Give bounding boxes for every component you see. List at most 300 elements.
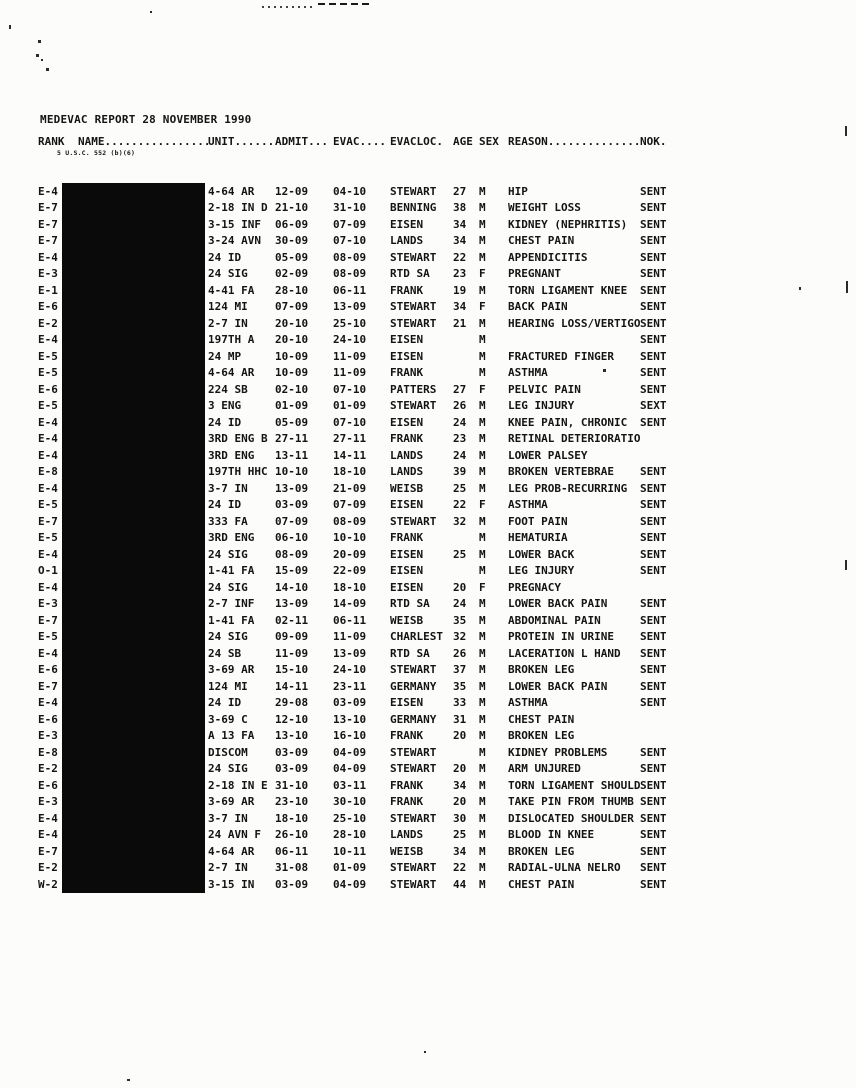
redacted-name-cell bbox=[62, 480, 208, 497]
cell-nok: SENT bbox=[640, 778, 667, 792]
cell-evacloc: GERMANY bbox=[390, 712, 437, 726]
cell-unit: 24 SIG bbox=[208, 630, 248, 644]
table-row bbox=[38, 810, 738, 827]
cell-sex: M bbox=[479, 432, 486, 446]
table-row bbox=[38, 629, 738, 646]
cell-admit: 30-09 bbox=[275, 234, 309, 248]
cell-evacloc: LANDS bbox=[390, 234, 424, 248]
cell-evacloc: FRANK bbox=[390, 778, 424, 792]
cell-age: 39 bbox=[453, 465, 467, 479]
cell-rank: E-4 bbox=[38, 333, 58, 347]
cell-evacloc: BENNING bbox=[390, 201, 437, 215]
cell-evacloc: RTD SA bbox=[390, 646, 430, 660]
redacted-name-cell bbox=[62, 695, 208, 712]
cell-evac: 11-09 bbox=[333, 349, 367, 363]
redaction-bar bbox=[62, 282, 205, 299]
cell-evacloc: STEWART bbox=[390, 514, 437, 528]
table-row bbox=[38, 497, 738, 514]
cell-reason: LOWER PALSEY bbox=[508, 448, 588, 462]
cell-sex: M bbox=[479, 861, 486, 875]
cell-admit: 26-10 bbox=[275, 828, 309, 842]
cell-nok: SENT bbox=[640, 498, 667, 512]
cell-rank: E-5 bbox=[38, 531, 58, 545]
column-header-admit: ADMIT... bbox=[275, 134, 328, 148]
cell-evacloc: FRANK bbox=[390, 795, 424, 809]
cell-unit: 24 ID bbox=[208, 415, 242, 429]
table-row bbox=[38, 200, 738, 217]
cell-nok: SENT bbox=[640, 745, 667, 759]
cell-admit: 31-10 bbox=[275, 778, 309, 792]
redaction-bar bbox=[62, 249, 205, 266]
cell-admit: 10-09 bbox=[275, 349, 309, 363]
cell-nok: SENT bbox=[640, 283, 667, 297]
cell-age: 24 bbox=[453, 597, 467, 611]
cell-unit: DISCOM bbox=[208, 745, 248, 759]
cell-age: 38 bbox=[453, 201, 467, 215]
cell-admit: 06-09 bbox=[275, 217, 309, 231]
cell-nok: SENT bbox=[640, 267, 667, 281]
cell-evac: 10-10 bbox=[333, 531, 367, 545]
cell-nok: SENT bbox=[640, 201, 667, 215]
redaction-bar bbox=[62, 843, 205, 860]
table-row bbox=[38, 266, 738, 283]
cell-age bbox=[453, 365, 479, 382]
redaction-bar bbox=[62, 827, 205, 844]
cell-reason: ASTHMA bbox=[508, 498, 548, 512]
cell-sex: M bbox=[479, 316, 486, 330]
cell-rank: E-4 bbox=[38, 811, 58, 825]
cell-admit: 13-10 bbox=[275, 729, 309, 743]
cell-sex: M bbox=[479, 828, 486, 842]
redacted-name-cell bbox=[62, 744, 208, 761]
cell-sex: M bbox=[479, 729, 486, 743]
scan-artifact bbox=[262, 6, 312, 8]
cell-nok: SENT bbox=[640, 861, 667, 875]
cell-evac: 08-09 bbox=[333, 250, 367, 264]
cell-admit: 10-09 bbox=[275, 366, 309, 380]
redaction-bar bbox=[62, 233, 205, 250]
cell-sex: M bbox=[479, 201, 486, 215]
cell-admit: 05-09 bbox=[275, 250, 309, 264]
cell-age: 32 bbox=[453, 514, 467, 528]
cell-sex: M bbox=[479, 234, 486, 248]
cell-evacloc: STEWART bbox=[390, 663, 437, 677]
cell-rank: E-5 bbox=[38, 349, 58, 363]
cell-evacloc: FRANK bbox=[390, 531, 424, 545]
cell-rank: E-5 bbox=[38, 630, 58, 644]
cell-age bbox=[453, 348, 479, 365]
cell-reason: ABDOMINAL PAIN bbox=[508, 613, 601, 627]
cell-rank: E-7 bbox=[38, 234, 58, 248]
cell-admit: 13-11 bbox=[275, 448, 309, 462]
cell-evacloc: FRANK bbox=[390, 432, 424, 446]
redacted-name-cell bbox=[62, 678, 208, 695]
cell-nok: SENT bbox=[640, 811, 667, 825]
cell-nok: SENT bbox=[640, 613, 667, 627]
cell-nok bbox=[640, 431, 706, 448]
cell-evacloc: GERMANY bbox=[390, 679, 437, 693]
cell-rank: E-5 bbox=[38, 366, 58, 380]
cell-sex: F bbox=[479, 300, 486, 314]
cell-nok: SENT bbox=[640, 349, 667, 363]
redacted-name-cell bbox=[62, 414, 208, 431]
cell-reason: APPENDICITIS bbox=[508, 250, 588, 264]
cell-nok: SENT bbox=[640, 795, 667, 809]
cell-evac: 13-09 bbox=[333, 646, 367, 660]
table-row bbox=[38, 645, 738, 662]
cell-unit: 24 ID bbox=[208, 498, 242, 512]
cell-nok: SENT bbox=[640, 217, 667, 231]
cell-reason: TORN LIGAMENT KNEE bbox=[508, 283, 628, 297]
table-row bbox=[38, 678, 738, 695]
redacted-name-cell bbox=[62, 810, 208, 827]
cell-unit: 3 ENG bbox=[208, 399, 242, 413]
redaction-bar bbox=[62, 315, 205, 332]
redaction-bar bbox=[62, 266, 205, 283]
column-header-age: AGE bbox=[453, 134, 473, 148]
cell-admit: 06-10 bbox=[275, 531, 309, 545]
redacted-name-cell bbox=[62, 431, 208, 448]
cell-evacloc: FRANK bbox=[390, 729, 424, 743]
redaction-bar bbox=[62, 810, 205, 827]
cell-admit: 31-08 bbox=[275, 861, 309, 875]
cell-sex: M bbox=[479, 679, 486, 693]
redacted-name-cell bbox=[62, 728, 208, 745]
cell-reason: KIDNEY (NEPHRITIS) bbox=[508, 217, 628, 231]
cell-admit: 14-11 bbox=[275, 679, 309, 693]
table-row bbox=[38, 249, 738, 266]
table-row bbox=[38, 843, 738, 860]
redacted-name-cell bbox=[62, 645, 208, 662]
cell-sex: F bbox=[479, 382, 486, 396]
table-row bbox=[38, 480, 738, 497]
redacted-name-cell bbox=[62, 348, 208, 365]
redaction-bar bbox=[62, 579, 205, 596]
cell-evac: 14-11 bbox=[333, 448, 367, 462]
redacted-name-cell bbox=[62, 827, 208, 844]
cell-rank: E-4 bbox=[38, 448, 58, 462]
cell-sex: M bbox=[479, 481, 486, 495]
redaction-bar bbox=[62, 761, 205, 778]
cell-rank: E-7 bbox=[38, 217, 58, 231]
cell-nok: SENT bbox=[640, 877, 667, 891]
cell-evac: 07-09 bbox=[333, 498, 367, 512]
cell-nok bbox=[640, 579, 706, 596]
cell-reason: WEIGHT LOSS bbox=[508, 201, 581, 215]
cell-evacloc: CHARLEST bbox=[390, 630, 443, 644]
cell-reason: BACK PAIN bbox=[508, 300, 568, 314]
cell-evacloc: RTD SA bbox=[390, 597, 430, 611]
cell-sex: M bbox=[479, 399, 486, 413]
cell-age: 26 bbox=[453, 646, 467, 660]
cell-admit: 10-10 bbox=[275, 465, 309, 479]
cell-rank: E-6 bbox=[38, 300, 58, 314]
cell-rank: E-3 bbox=[38, 267, 58, 281]
cell-age: 31 bbox=[453, 712, 467, 726]
cell-rank: E-4 bbox=[38, 415, 58, 429]
cell-admit: 23-10 bbox=[275, 795, 309, 809]
cell-rank: E-7 bbox=[38, 844, 58, 858]
cell-sex: M bbox=[479, 564, 486, 578]
cell-nok: SENT bbox=[640, 415, 667, 429]
cell-admit: 20-10 bbox=[275, 333, 309, 347]
cell-sex: M bbox=[479, 795, 486, 809]
scan-artifact bbox=[41, 59, 43, 61]
cell-sex: M bbox=[479, 283, 486, 297]
table-row bbox=[38, 876, 738, 893]
cell-rank: E-2 bbox=[38, 762, 58, 776]
cell-reason: ASTHMA bbox=[508, 366, 548, 380]
cell-evac: 13-10 bbox=[333, 712, 367, 726]
redaction-bar bbox=[62, 777, 205, 794]
redacted-name-cell bbox=[62, 315, 208, 332]
cell-admit: 15-09 bbox=[275, 564, 309, 578]
cell-age: 25 bbox=[453, 481, 467, 495]
table-row bbox=[38, 464, 738, 481]
redaction-bar bbox=[62, 596, 205, 613]
redacted-name-cell bbox=[62, 299, 208, 316]
scan-artifact bbox=[150, 11, 152, 13]
redaction-bar bbox=[62, 662, 205, 679]
cell-evacloc: WEISB bbox=[390, 613, 424, 627]
cell-age: 20 bbox=[453, 729, 467, 743]
redacted-name-cell bbox=[62, 200, 208, 217]
cell-sex: M bbox=[479, 250, 486, 264]
cell-reason: HEARING LOSS/VERTIGO bbox=[508, 316, 641, 330]
redaction-bar bbox=[62, 414, 205, 431]
redacted-name-cell bbox=[62, 711, 208, 728]
cell-sex: M bbox=[479, 745, 486, 759]
redacted-name-cell bbox=[62, 266, 208, 283]
cell-unit: 4-64 AR bbox=[208, 366, 255, 380]
redaction-bar bbox=[62, 876, 205, 893]
cell-unit: 4-64 AR bbox=[208, 844, 255, 858]
cell-nok: SENT bbox=[640, 250, 667, 264]
column-header-rank: RANK bbox=[38, 134, 65, 148]
cell-unit: 3-15 INF bbox=[208, 217, 261, 231]
cell-age: 22 bbox=[453, 861, 467, 875]
cell-sex: M bbox=[479, 448, 486, 462]
cell-reason: BROKEN LEG bbox=[508, 729, 575, 743]
table-row bbox=[38, 530, 738, 547]
redaction-bar bbox=[62, 381, 205, 398]
redacted-name-cell bbox=[62, 777, 208, 794]
table-row bbox=[38, 513, 738, 530]
cell-evac: 07-09 bbox=[333, 217, 367, 231]
cell-reason: ARM UNJURED bbox=[508, 762, 581, 776]
redacted-name-cell bbox=[62, 563, 208, 580]
cell-evac: 04-09 bbox=[333, 762, 367, 776]
cell-rank: E-5 bbox=[38, 498, 58, 512]
cell-reason: HIP bbox=[508, 184, 528, 198]
cell-evacloc: EISEN bbox=[390, 580, 424, 594]
cell-nok: SENT bbox=[640, 184, 667, 198]
cell-age: 34 bbox=[453, 300, 467, 314]
cell-sex: M bbox=[479, 646, 486, 660]
cell-reason: KNEE PAIN, CHRONIC bbox=[508, 415, 628, 429]
cell-unit: 24 AVN F bbox=[208, 828, 261, 842]
table-row bbox=[38, 365, 738, 382]
cell-evacloc: STEWART bbox=[390, 184, 437, 198]
cell-age: 20 bbox=[453, 795, 467, 809]
table-row bbox=[38, 728, 738, 745]
redaction-bar bbox=[62, 464, 205, 481]
cell-unit: 2-7 IN bbox=[208, 316, 248, 330]
cell-sex: M bbox=[479, 184, 486, 198]
cell-reason: BROKEN LEG bbox=[508, 844, 575, 858]
cell-rank: E-7 bbox=[38, 679, 58, 693]
cell-unit: 24 SIG bbox=[208, 762, 248, 776]
cell-nok: SENT bbox=[640, 564, 667, 578]
cell-reason: PELVIC PAIN bbox=[508, 382, 581, 396]
redacted-name-cell bbox=[62, 233, 208, 250]
cell-reason: TAKE PIN FROM THUMB bbox=[508, 795, 634, 809]
cell-age: 19 bbox=[453, 283, 467, 297]
cell-age: 27 bbox=[453, 382, 467, 396]
cell-unit: 3-69 AR bbox=[208, 795, 255, 809]
cell-nok: SENT bbox=[640, 316, 667, 330]
scan-artifact bbox=[318, 3, 370, 5]
cell-reason: ASTHMA bbox=[508, 696, 548, 710]
cell-reason: CHEST PAIN bbox=[508, 712, 575, 726]
cell-evac: 27-11 bbox=[333, 432, 367, 446]
table-row bbox=[38, 447, 738, 464]
table-row bbox=[38, 563, 738, 580]
cell-evac: 07-10 bbox=[333, 234, 367, 248]
column-header-nok: NOK. bbox=[640, 134, 667, 148]
cell-unit: 3-7 IN bbox=[208, 481, 248, 495]
cell-evacloc: STEWART bbox=[390, 762, 437, 776]
redaction-bar bbox=[62, 794, 205, 811]
cell-nok: SENT bbox=[640, 465, 667, 479]
redacted-name-cell bbox=[62, 876, 208, 893]
redaction-bar bbox=[62, 744, 205, 761]
cell-age: 22 bbox=[453, 250, 467, 264]
cell-reason: CHEST PAIN bbox=[508, 877, 575, 891]
redaction-bar bbox=[62, 612, 205, 629]
cell-reason bbox=[508, 332, 640, 349]
redacted-name-cell bbox=[62, 579, 208, 596]
cell-admit: 03-09 bbox=[275, 877, 309, 891]
cell-nok: SENT bbox=[640, 844, 667, 858]
table-row bbox=[38, 431, 738, 448]
redacted-name-cell bbox=[62, 381, 208, 398]
cell-evacloc: EISEN bbox=[390, 217, 424, 231]
cell-evac: 04-10 bbox=[333, 184, 367, 198]
cell-reason: LOWER BACK PAIN bbox=[508, 679, 608, 693]
cell-admit: 03-09 bbox=[275, 745, 309, 759]
cell-age: 25 bbox=[453, 547, 467, 561]
scan-artifact bbox=[127, 1079, 130, 1081]
cell-rank: E-4 bbox=[38, 696, 58, 710]
cell-unit: 3-7 IN bbox=[208, 811, 248, 825]
cell-evac: 08-09 bbox=[333, 267, 367, 281]
cell-admit: 21-10 bbox=[275, 201, 309, 215]
cell-unit: 3-69 AR bbox=[208, 663, 255, 677]
redaction-bar bbox=[62, 365, 205, 382]
redaction-bar bbox=[62, 216, 205, 233]
cell-rank: E-4 bbox=[38, 828, 58, 842]
table-row bbox=[38, 398, 738, 415]
cell-nok bbox=[640, 728, 706, 745]
cell-rank: E-3 bbox=[38, 729, 58, 743]
cell-evac: 25-10 bbox=[333, 316, 367, 330]
table-row bbox=[38, 332, 738, 349]
cell-reason: HEMATURIA bbox=[508, 531, 568, 545]
scan-artifact bbox=[799, 287, 801, 290]
cell-evac: 01-09 bbox=[333, 399, 367, 413]
cell-rank: E-6 bbox=[38, 382, 58, 396]
cell-evac: 16-10 bbox=[333, 729, 367, 743]
cell-evacloc: EISEN bbox=[390, 498, 424, 512]
cell-admit: 13-09 bbox=[275, 481, 309, 495]
cell-unit: 3RD ENG bbox=[208, 531, 255, 545]
cell-rank: E-3 bbox=[38, 795, 58, 809]
cell-evacloc: STEWART bbox=[390, 300, 437, 314]
cell-unit: 24 SIG bbox=[208, 547, 248, 561]
cell-unit: 24 SB bbox=[208, 646, 242, 660]
redaction-bar bbox=[62, 546, 205, 563]
cell-rank: E-4 bbox=[38, 184, 58, 198]
cell-nok: SENT bbox=[640, 828, 667, 842]
cell-unit: 1-41 FA bbox=[208, 564, 255, 578]
redacted-name-cell bbox=[62, 497, 208, 514]
cell-rank: E-6 bbox=[38, 663, 58, 677]
cell-sex: M bbox=[479, 811, 486, 825]
column-header-evac: EVAC.... bbox=[333, 134, 386, 148]
cell-nok: SENT bbox=[640, 234, 667, 248]
cell-evacloc: EISEN bbox=[390, 415, 424, 429]
cell-evacloc: STEWART bbox=[390, 745, 437, 759]
cell-evacloc: EISEN bbox=[390, 547, 424, 561]
cell-reason: FOOT PAIN bbox=[508, 514, 568, 528]
cell-sex: M bbox=[479, 465, 486, 479]
cell-unit: 2-18 IN E bbox=[208, 778, 268, 792]
redaction-bar bbox=[62, 728, 205, 745]
redacted-name-cell bbox=[62, 596, 208, 613]
cell-evacloc: STEWART bbox=[390, 877, 437, 891]
cell-unit: 197TH HHC bbox=[208, 465, 268, 479]
cell-rank: E-6 bbox=[38, 712, 58, 726]
cell-evac: 24-10 bbox=[333, 333, 367, 347]
table-row bbox=[38, 546, 738, 563]
scan-artifact bbox=[845, 560, 847, 570]
cell-nok: SENT bbox=[640, 300, 667, 314]
cell-reason: CHEST PAIN bbox=[508, 234, 575, 248]
cell-nok: SENT bbox=[640, 630, 667, 644]
cell-rank: E-7 bbox=[38, 201, 58, 215]
cell-sex: M bbox=[479, 514, 486, 528]
cell-age: 35 bbox=[453, 679, 467, 693]
cell-sex: M bbox=[479, 349, 486, 363]
cell-sex: M bbox=[479, 217, 486, 231]
cell-age: 34 bbox=[453, 778, 467, 792]
cell-admit: 02-11 bbox=[275, 613, 309, 627]
cell-nok: SENT bbox=[640, 531, 667, 545]
cell-evacloc: RTD SA bbox=[390, 267, 430, 281]
cell-rank: E-3 bbox=[38, 597, 58, 611]
cell-nok: SEXT bbox=[640, 399, 667, 413]
cell-evacloc: LANDS bbox=[390, 465, 424, 479]
redacted-name-cell bbox=[62, 794, 208, 811]
redaction-bar bbox=[62, 480, 205, 497]
cell-rank: E-7 bbox=[38, 613, 58, 627]
cell-unit: 24 SIG bbox=[208, 267, 248, 281]
cell-evac: 31-10 bbox=[333, 201, 367, 215]
cell-sex: M bbox=[479, 630, 486, 644]
redaction-bar bbox=[62, 563, 205, 580]
table-row bbox=[38, 761, 738, 778]
